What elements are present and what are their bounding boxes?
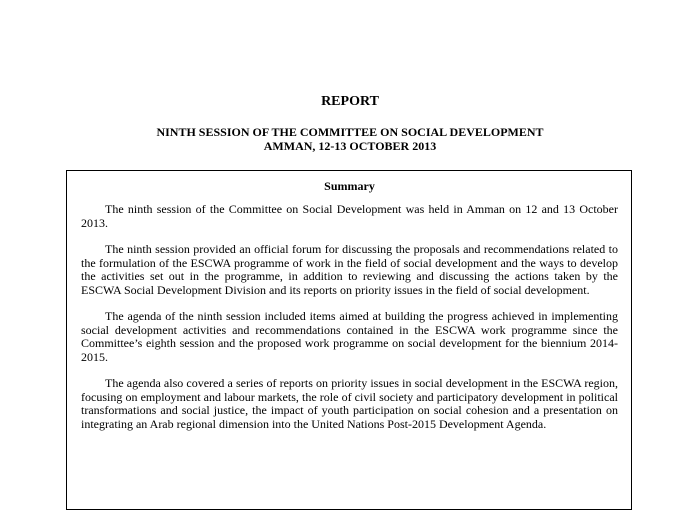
summary-paragraph-2: The ninth session provided an official forum for discussing the proposals and recommendations related to the formulation of the ESCWA programme of work in the field of social development and the ways to develop the activities set out in the programme, in addition to reviewing and discussing the actions taken by the ESCWA Social Development Division and its reports on priority issues in the field of social development.	[81, 242, 618, 297]
summary-paragraph-1: The ninth session of the Committee on Social Development was held in Amman on 12 and 13 October 2013.	[81, 202, 618, 230]
summary-box	[66, 170, 632, 510]
summary-paragraph-4: The agenda also covered a series of reports on priority issues in social development in the ESCWA region, focusing on employment and labour markets, the role of civil society and participatory development in political transformations and social justice, the impact of youth participation on social cohesion and a presentation on integrating an Arab regional dimension into the United Nations Post-2015 Development Agenda.	[81, 376, 618, 431]
subtitle-line-session: NINTH SESSION OF THE COMMITTEE ON SOCIAL DEVELOPMENT	[156, 125, 544, 139]
report-title: REPORT	[321, 94, 379, 109]
report-subtitle	[0, 125, 700, 153]
subtitle-line-location-date: AMMAN, 12-13 OCTOBER 2013	[263, 139, 437, 153]
summary-paragraph-3: The agenda of the ninth session included items aimed at building the progress achieved in implementing social development activities and recommendations contained in the ESCWA work programme since the Committee’s eighth session and the proposed work programme on social development for the biennium 2014-2015.	[81, 309, 618, 364]
summary-heading: Summary	[324, 179, 375, 193]
